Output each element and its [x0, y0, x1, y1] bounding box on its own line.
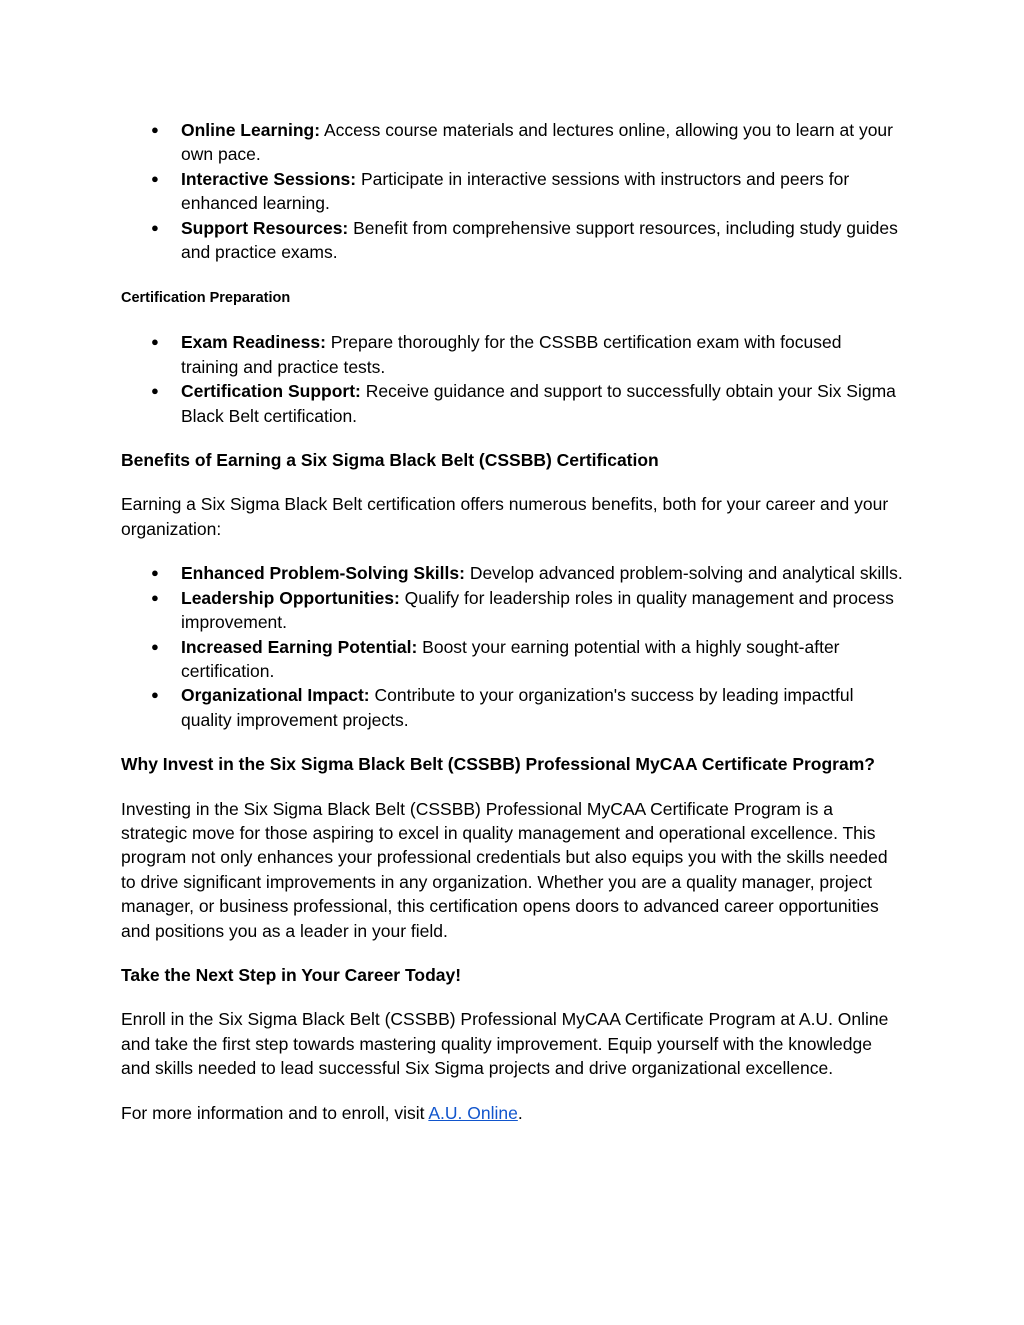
bullet-text: Develop advanced problem-solving and analytical skills. [464, 563, 903, 584]
benefits-bullet-list [121, 561, 903, 732]
bullet-label: Certification Support: [181, 381, 361, 402]
footer-suffix: . [517, 1102, 523, 1123]
bullet-leadership [121, 586, 903, 635]
bullet-label: Support Resources: [181, 217, 349, 238]
bullet-text: Boost your earning potential with a highly sought-after certification. [181, 636, 840, 681]
bullet-exam-readiness [121, 330, 903, 379]
why-invest-heading: Why Invest in the Six Sigma Black Belt (CSSBB) Professional MyCAA Certificate Program? [121, 754, 875, 775]
footer-line [121, 1101, 903, 1125]
bullet-support-resources [121, 216, 903, 265]
bullet-dot-icon: ● [151, 219, 159, 235]
bullet-organizational-impact [121, 683, 903, 732]
bullet-dot-icon: ● [151, 170, 159, 186]
bullet-label: Online Learning: [181, 120, 321, 140]
bullet-text: Qualify for leadership roles in quality management and process improvement. [181, 587, 894, 633]
bullet-dot-icon: ● [151, 638, 159, 654]
bullet-dot-icon: ● [151, 383, 159, 399]
cert-prep-bullet-list [121, 330, 903, 428]
next-step-heading: Take the Next Step in Your Career Today! [121, 964, 462, 985]
bullet-dot-icon: ● [151, 687, 159, 703]
bullet-text: Benefit from comprehensive support resources, including study guides and practice exams. [181, 217, 898, 263]
next-step-body: Enroll in the Six Sigma Black Belt (CSSBB) Professional MyCAA Certificate Program at A.U. Online and take the first step towards mastering quality improvement. Equip yourself with the knowledge and skills needed to lead successful Six Sigma projects and drive organizational excellence. [121, 1009, 889, 1079]
bullet-dot-icon: ● [151, 122, 159, 137]
bullet-label: Organizational Impact: [181, 685, 370, 706]
bullet-label: Exam Readiness: [181, 332, 326, 353]
bullet-dot-icon: ● [151, 565, 159, 581]
bullet-interactive-sessions [121, 167, 903, 216]
bullet-online-learning [121, 118, 903, 167]
footer-prefix: For more information and to enroll, visit [121, 1102, 429, 1123]
bullet-dot-icon: ● [151, 334, 159, 350]
learning-bullet-list [121, 118, 903, 264]
bullet-text: Participate in interactive sessions with instructors and peers for enhanced learning. [181, 168, 850, 214]
bullet-earning-potential [121, 635, 903, 684]
bullet-text: Contribute to your organization's success by leading impactful quality improvement projects. [181, 685, 854, 730]
bullet-text: Receive guidance and support to successfully obtain your Six Sigma Black Belt certification. [181, 381, 896, 426]
bullet-problem-solving [121, 561, 903, 585]
bullet-label: Interactive Sessions: [181, 168, 357, 189]
bullet-dot-icon: ● [151, 589, 159, 605]
bullet-label: Increased Earning Potential: [181, 636, 418, 657]
benefits-heading: Benefits of Earning a Six Sigma Black Belt (CSSBB) Certification [121, 450, 659, 471]
why-invest-body: Investing in the Six Sigma Black Belt (CSSBB) Professional MyCAA Certificate Program is a strategic move for those aspiring to excel in quality management and operational excellence. This program not only enhances your professional credentials but also equips you with the skills needed to drive significant improvements in any organization. Whether you are a quality manager, project manager, or business professional, this certification opens doors to advanced career opportunities and positions you as a leader in your field. [121, 798, 888, 941]
cert-prep-heading: Certification Preparation [121, 290, 291, 307]
bullet-label: Enhanced Problem-Solving Skills: [181, 563, 465, 584]
bullet-text: Prepare thoroughly for the CSSBB certification exam with focused training and practice tests. [181, 332, 842, 377]
benefits-intro: Earning a Six Sigma Black Belt certification offers numerous benefits, both for your career and your organization: [121, 494, 889, 539]
au-online-link[interactable]: A.U. Online [428, 1102, 518, 1123]
bullet-label: Leadership Opportunities: [181, 587, 400, 608]
bullet-text: Access course materials and lectures online, allowing you to learn at your own pace. [181, 120, 893, 165]
document-page [121, 118, 903, 1125]
bullet-certification-support [121, 379, 903, 428]
